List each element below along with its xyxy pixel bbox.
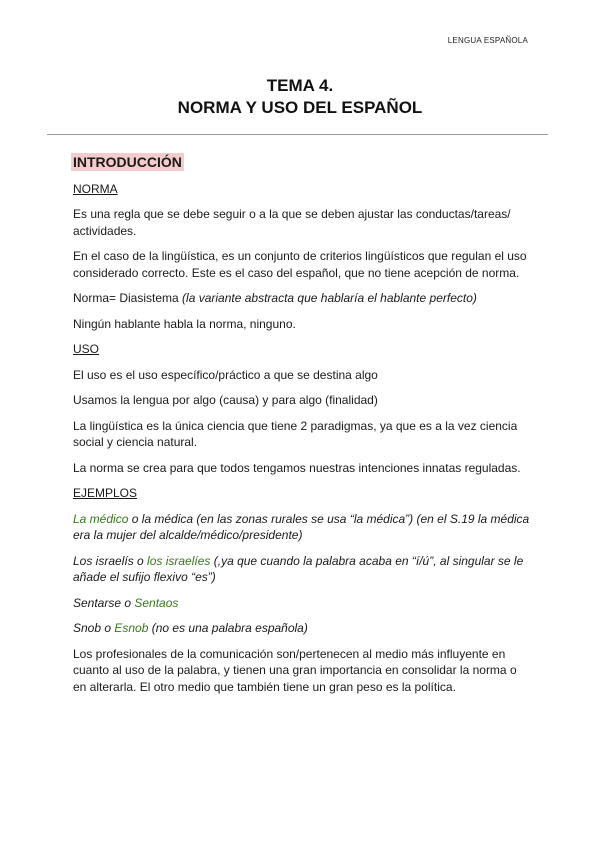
example-4	[73, 620, 533, 637]
example-4-start: Snob o	[73, 621, 115, 635]
example-2	[73, 553, 533, 586]
title-line-1: TEMA 4.	[266, 76, 334, 95]
example-2-highlight: los israelíes	[147, 553, 211, 568]
uso-paragraph-2: Usamos la lengua por algo (causa) y para algo (finalidad)	[73, 393, 378, 407]
norma-paragraph-4: Ningún hablante habla la norma, ninguno.	[73, 316, 296, 331]
example-1-highlight: La médico	[73, 511, 129, 526]
subheading-norma: NORMA	[73, 181, 118, 196]
example-1	[73, 511, 533, 544]
subheading-ejemplos: EJEMPLOS	[73, 486, 138, 500]
page-title	[0, 75, 600, 119]
uso-paragraph-1: El uso es el uso específico/práctico a que se destina algo	[73, 367, 378, 382]
uso-paragraph-4: La norma se crea para que todos tengamos nuestras intenciones innatas reguladas.	[73, 460, 521, 475]
running-header: LENGUA ESPAÑOLA	[447, 36, 528, 45]
horizontal-divider	[47, 134, 548, 135]
example-2-start: Los israelís o	[73, 553, 148, 568]
norma-definition: Norma= Diasistema	[73, 291, 183, 305]
subheading-uso: USO	[73, 342, 100, 356]
norma-paragraph-1: Es una regla que se debe seguir o a la que se deben ajustar las conductas/tareas/ actividades.	[73, 207, 511, 238]
example-2-text: (,ya que cuando la palabra acaba en “í/ú”, al singular se le añade el sufijo flexivo “es”)	[73, 553, 524, 584]
norma-paragraph-2: En el caso de la lingüística, es un conjunto de criterios lingüísticos que regulan el uso considerado correcto. Este es el caso del español, que no tiene acepción de norma.	[73, 249, 527, 280]
section-heading: INTRODUCCIÓN	[73, 154, 182, 170]
example-3	[73, 595, 533, 612]
example-4-text: (no es una palabra española)	[148, 621, 308, 635]
norma-definition-note: (la variante abstracta que hablaría el hablante perfecto)	[182, 291, 477, 305]
closing-paragraph: Los profesionales de la comunicación son/pertenecen al medio más influyente en cuanto al uso de la palabra, y tienen una gran importancia en consolidar la norma o en alterarla. El otro medio que también tiene un gran peso es la política.	[73, 646, 517, 694]
document-body	[73, 153, 533, 704]
example-1-text: o la médica (en las zonas rurales se usa “la médica”) (en el S.19 la médica era la mujer del alcalde/médico/presidente)	[73, 511, 530, 542]
norma-paragraph-3	[73, 290, 533, 307]
example-4-highlight: Esnob	[114, 621, 149, 635]
example-3-highlight: Sentaos	[134, 595, 179, 610]
example-3-start: Sentarse o	[73, 595, 135, 610]
uso-paragraph-3: La lingüística es la única ciencia que tiene 2 paradigmas, ya que es a la vez ciencia social y ciencia natural.	[73, 418, 518, 449]
title-line-2: NORMA Y USO DEL ESPAÑOL	[177, 98, 423, 117]
